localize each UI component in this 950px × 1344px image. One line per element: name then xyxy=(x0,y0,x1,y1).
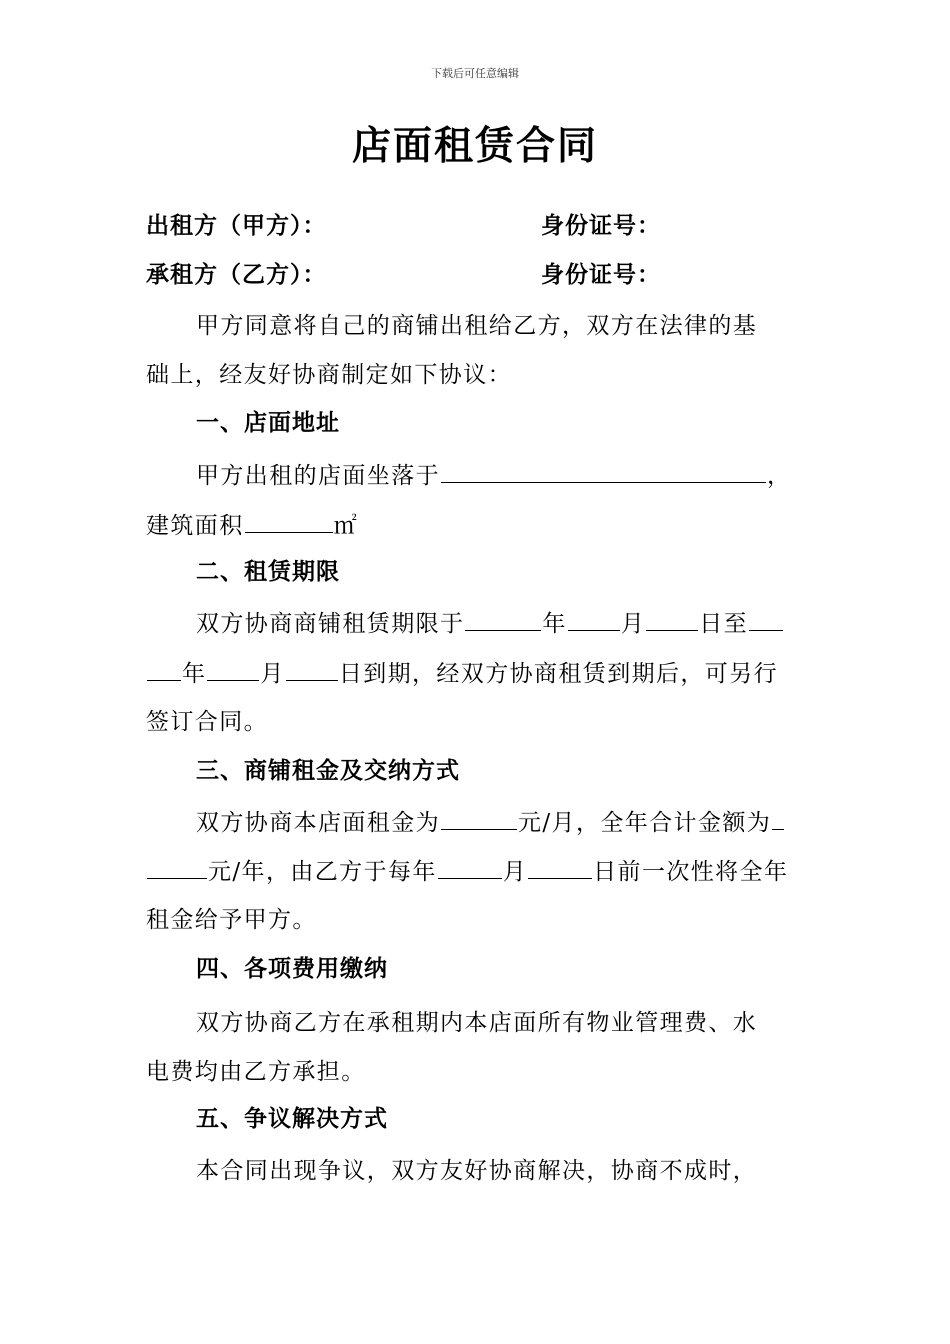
payment-due-label: 元/年，由乙方于每年 xyxy=(208,859,437,885)
section-2-line-1 xyxy=(196,606,811,640)
address-label: 甲方出租的店面坐落于 xyxy=(196,463,440,489)
header-note: 下载后可任意编辑 xyxy=(431,67,519,80)
month-word: 月 xyxy=(502,859,528,885)
comma: ， xyxy=(767,463,792,489)
end-day-blank[interactable] xyxy=(286,656,338,681)
year-word: 年 xyxy=(542,611,567,637)
start-day-blank[interactable] xyxy=(646,606,698,631)
annual-total-blank-part-1[interactable] xyxy=(772,805,784,830)
start-year-blank[interactable] xyxy=(465,606,541,631)
intro-line-2: 础上，经友好协商制定如下协议： xyxy=(146,362,512,388)
area-blank[interactable] xyxy=(245,508,333,533)
section-3-line-1 xyxy=(196,805,811,839)
end-month-blank[interactable] xyxy=(207,656,259,681)
address-blank[interactable] xyxy=(441,458,766,483)
annual-total-blank-part-2[interactable] xyxy=(147,854,207,879)
lessor-id-label: 身份证号： xyxy=(541,213,661,239)
term-end-text: 日到期，经双方协商租赁到期后，可另行 xyxy=(338,661,779,687)
lessee-id-label: 身份证号： xyxy=(541,262,661,288)
payment-day-blank[interactable] xyxy=(528,854,592,879)
month-word: 月 xyxy=(620,611,646,637)
section-3-line-2 xyxy=(146,854,811,888)
section-4-line-1: 双方协商乙方在承租期内本店面所有物业管理费、水 xyxy=(196,1010,758,1036)
to-word: 日至 xyxy=(699,611,749,637)
section-4-heading: 四、各项费用缴纳 xyxy=(196,956,388,982)
payment-month-blank[interactable] xyxy=(438,854,502,879)
section-2-line-2 xyxy=(146,656,811,690)
annual-total-label: 元/月，全年合计金额为 xyxy=(518,810,772,836)
section-1-line-2 xyxy=(146,508,811,542)
section-3-heading: 三、商铺租金及交纳方式 xyxy=(196,758,460,784)
start-month-blank[interactable] xyxy=(568,606,620,631)
lessee-label: 承租方（乙方）： xyxy=(146,262,327,288)
document-title: 店面租赁合同 xyxy=(351,124,598,169)
section-5-heading: 五、争议解决方式 xyxy=(196,1106,388,1132)
section-1-line-1 xyxy=(196,458,811,492)
month-word: 月 xyxy=(260,661,285,687)
end-year-blank-part-2[interactable] xyxy=(147,656,181,681)
section-2-heading: 二、租赁期限 xyxy=(196,559,340,585)
section-2-line-3: 签订合同。 xyxy=(146,709,268,735)
year-word: 年 xyxy=(182,661,207,687)
lessor-label: 出租方（甲方）： xyxy=(146,213,327,239)
rent-label: 双方协商本店面租金为 xyxy=(196,810,440,836)
area-unit: ㎡ xyxy=(333,513,359,539)
term-label: 双方协商商铺租赁期限于 xyxy=(196,611,465,637)
section-5-line-1: 本合同出现争议，双方友好协商解决，协商不成时， xyxy=(196,1158,758,1184)
section-1-heading: 一、店面地址 xyxy=(196,410,340,436)
intro-line-1: 甲方同意将自己的商铺出租给乙方，双方在法律的基 xyxy=(196,313,758,339)
end-year-blank-part-1[interactable] xyxy=(749,606,783,631)
monthly-rent-blank[interactable] xyxy=(441,805,517,830)
section-3-line-3: 租金给予甲方。 xyxy=(146,907,317,933)
area-label: 建筑面积 xyxy=(146,513,244,539)
section-4-line-2: 电费均由乙方承担。 xyxy=(146,1059,366,1085)
payment-text: 日前一次性将全年 xyxy=(593,859,789,885)
